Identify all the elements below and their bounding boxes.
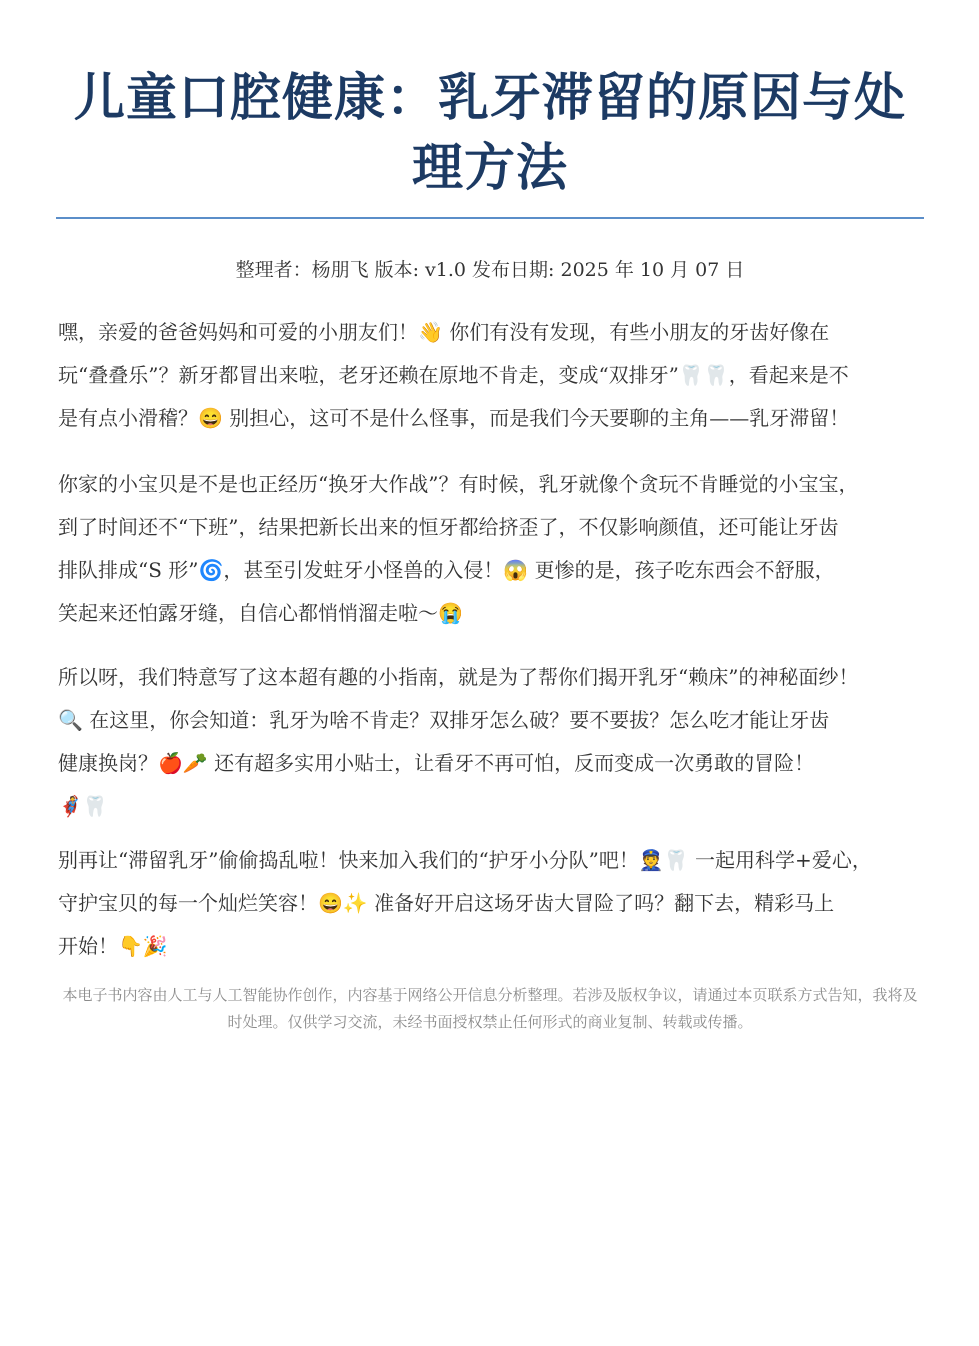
- paragraph-line: 玩“叠叠乐”？新牙都冒出来啦，老牙还赖在原地不肯走，变成“双排牙”🦷🦷，看起来是不: [58, 363, 849, 387]
- title-divider: [56, 217, 924, 219]
- paragraph-line: 排队排成“S 形”🌀，甚至引发蛀牙小怪兽的入侵！😱 更惨的是，孩子吃东西会不舒服，: [58, 558, 835, 582]
- paragraph-line: 🔍 在这里，你会知道：乳牙为啥不肯走？双排牙怎么破？要不要拔？怎么吃才能让牙齿: [58, 708, 830, 732]
- copyright-notice: 本电子书内容由人工与人工智能协作创作，内容基于网络公开信息分析整理。若涉及版权争议，请通过本页联系方式告知，我将及时处理。仅供学习交流，未经书面授权禁止任何形式的商业复制、转载或传播。: [62, 986, 918, 1031]
- paragraph-line: 所以呀，我们特意写了这本超有趣的小指南，就是为了帮你们揭开乳牙“赖床”的神秘面纱！: [58, 665, 859, 689]
- intro-paragraph-4: [58, 839, 948, 968]
- paragraph-line: 健康换岗？🍎🥕 还有超多实用小贴士，让看牙不再可怕，反而变成一次勇敢的冒险！: [58, 751, 815, 775]
- paragraph-line: 开始！👇🎉: [58, 934, 168, 958]
- paragraph-line: 别再让“滞留乳牙”偷偷捣乱啦！快来加入我们的“护牙小分队”吧！👮🦷 一起用科学+爱心，: [58, 848, 872, 872]
- paragraph-line: 守护宝贝的每一个灿烂笑容！😄✨ 准备好开启这场牙齿大冒险了吗？翻下去，精彩马上: [58, 891, 835, 915]
- document-meta: 整理者：杨朋飞 版本: v1.0 发布日期: 2025 年 10 月 07 日: [235, 259, 745, 281]
- intro-paragraph-3: [58, 656, 948, 828]
- intro-paragraph-1: [58, 311, 948, 440]
- intro-paragraph-2: [58, 463, 948, 635]
- paragraph-line: 你家的小宝贝是不是也正经历“换牙大作战”？有时候，乳牙就像个贪玩不肯睡觉的小宝宝，: [58, 472, 859, 496]
- paragraph-line: 到了时间还不“下班”，结果把新长出来的恒牙都给挤歪了，不仅影响颜值，还可能让牙齿: [58, 515, 839, 539]
- document-title: 儿童口腔健康：乳牙滞留的原因与处理方法: [73, 69, 906, 198]
- paragraph-line: 嘿，亲爱的爸爸妈妈和可爱的小朋友们！👋 你们有没有发现，有些小朋友的牙齿好像在: [58, 320, 830, 344]
- paragraph-line: 是有点小滑稽？😄 别担心，这可不是什么怪事，而是我们今天要聊的主角——乳牙滞留！: [58, 406, 850, 430]
- paragraph-line: 🦸🦷: [58, 794, 108, 818]
- paragraph-line: 笑起来还怕露牙缝，自信心都悄悄溜走啦～😭: [58, 601, 463, 625]
